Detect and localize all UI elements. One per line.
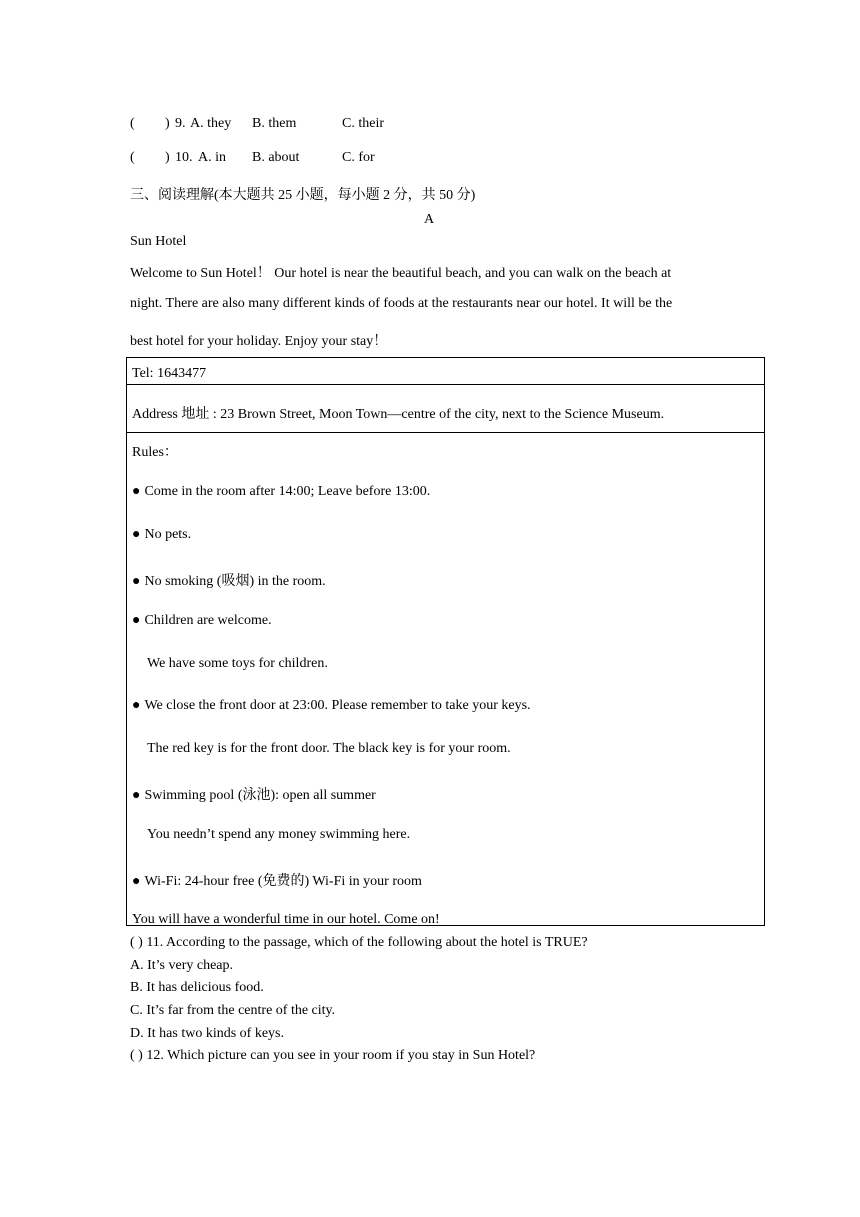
rules-label: Rules：: [132, 445, 178, 460]
closing-text: You will have a wonderful time in our hotel. Come on!: [132, 912, 440, 927]
option-a: A. in: [198, 150, 226, 165]
answer-blank-open: (: [130, 116, 135, 131]
passage-letter: A: [424, 212, 435, 227]
passage-line: night. There are also many different kinds of foods at the restaurants near our hotel. It will be the: [130, 296, 673, 311]
rule-text: Wi-Fi: 24-hour free (免费的) Wi-Fi in your room: [144, 874, 422, 889]
rule-item: [132, 698, 531, 714]
address-text: Address 地址 : 23 Brown Street, Moon Town—centre of the city, next to the Science Museum.: [132, 407, 665, 422]
section-heading: 三、阅读理解(本大题共 25 小题，每小题 2 分，共 50 分): [130, 188, 476, 203]
option-c: C. for: [342, 150, 375, 165]
rule-item: [132, 570, 326, 590]
question-number: 9.: [175, 116, 186, 131]
option-b: B. them: [252, 116, 297, 131]
question-11-option-c: C. It’s far from the centre of the city.: [130, 1003, 336, 1018]
rule-text: Swimming pool (泳池): open all summer: [144, 788, 376, 803]
rule-subtext: We have some toys for children.: [147, 656, 328, 671]
rule-item: [132, 784, 376, 804]
question-11-option-d: D. It has two kinds of keys.: [130, 1026, 284, 1041]
option-b: B. about: [252, 150, 300, 165]
question-11-option-b: B. It has delicious food.: [130, 980, 264, 995]
question-12-stem: ( ) 12. Which picture can you see in your room if you stay in Sun Hotel?: [130, 1048, 536, 1063]
passage-line: best hotel for your holiday. Enjoy your stay！: [130, 334, 388, 349]
rule-text: No pets.: [144, 527, 192, 542]
rule-text: No smoking (吸烟) in the room.: [144, 574, 326, 589]
rule-item: [132, 613, 272, 629]
rule-text: Come in the room after 14:00; Leave before 13:00.: [144, 484, 431, 499]
rule-text: Children are welcome.: [144, 613, 272, 628]
rule-subtext: You needn’t spend any money swimming here.: [147, 827, 411, 842]
passage-title: Sun Hotel: [130, 234, 187, 249]
answer-blank-close: ): [165, 116, 170, 131]
hotel-info-table: [126, 357, 765, 926]
rule-text: We close the front door at 23:00. Please remember to take your keys.: [144, 698, 531, 713]
answer-blank-open: (: [130, 150, 135, 165]
rule-item: [132, 527, 191, 543]
address-cell: [127, 385, 764, 433]
question-11-stem: ( ) 11. According to the passage, which of the following about the hotel is TRUE?: [130, 935, 588, 950]
rule-item: [132, 484, 430, 500]
tel-text: Tel: 1643477: [132, 366, 207, 381]
question-number: 10.: [175, 150, 193, 165]
question-11-option-a: A. It’s very cheap.: [130, 958, 234, 973]
passage-line: Welcome to Sun Hotel！ Our hotel is near the beautiful beach, and you can walk on the beach at: [130, 266, 672, 281]
rule-item: [132, 870, 422, 890]
rule-subtext: The red key is for the front door. The black key is for your room.: [147, 741, 511, 756]
rules-cell: [127, 433, 764, 925]
answer-blank-close: ): [165, 150, 170, 165]
option-c: C. their: [342, 116, 384, 131]
option-a: A. they: [190, 116, 232, 131]
tel-cell: [127, 358, 764, 385]
